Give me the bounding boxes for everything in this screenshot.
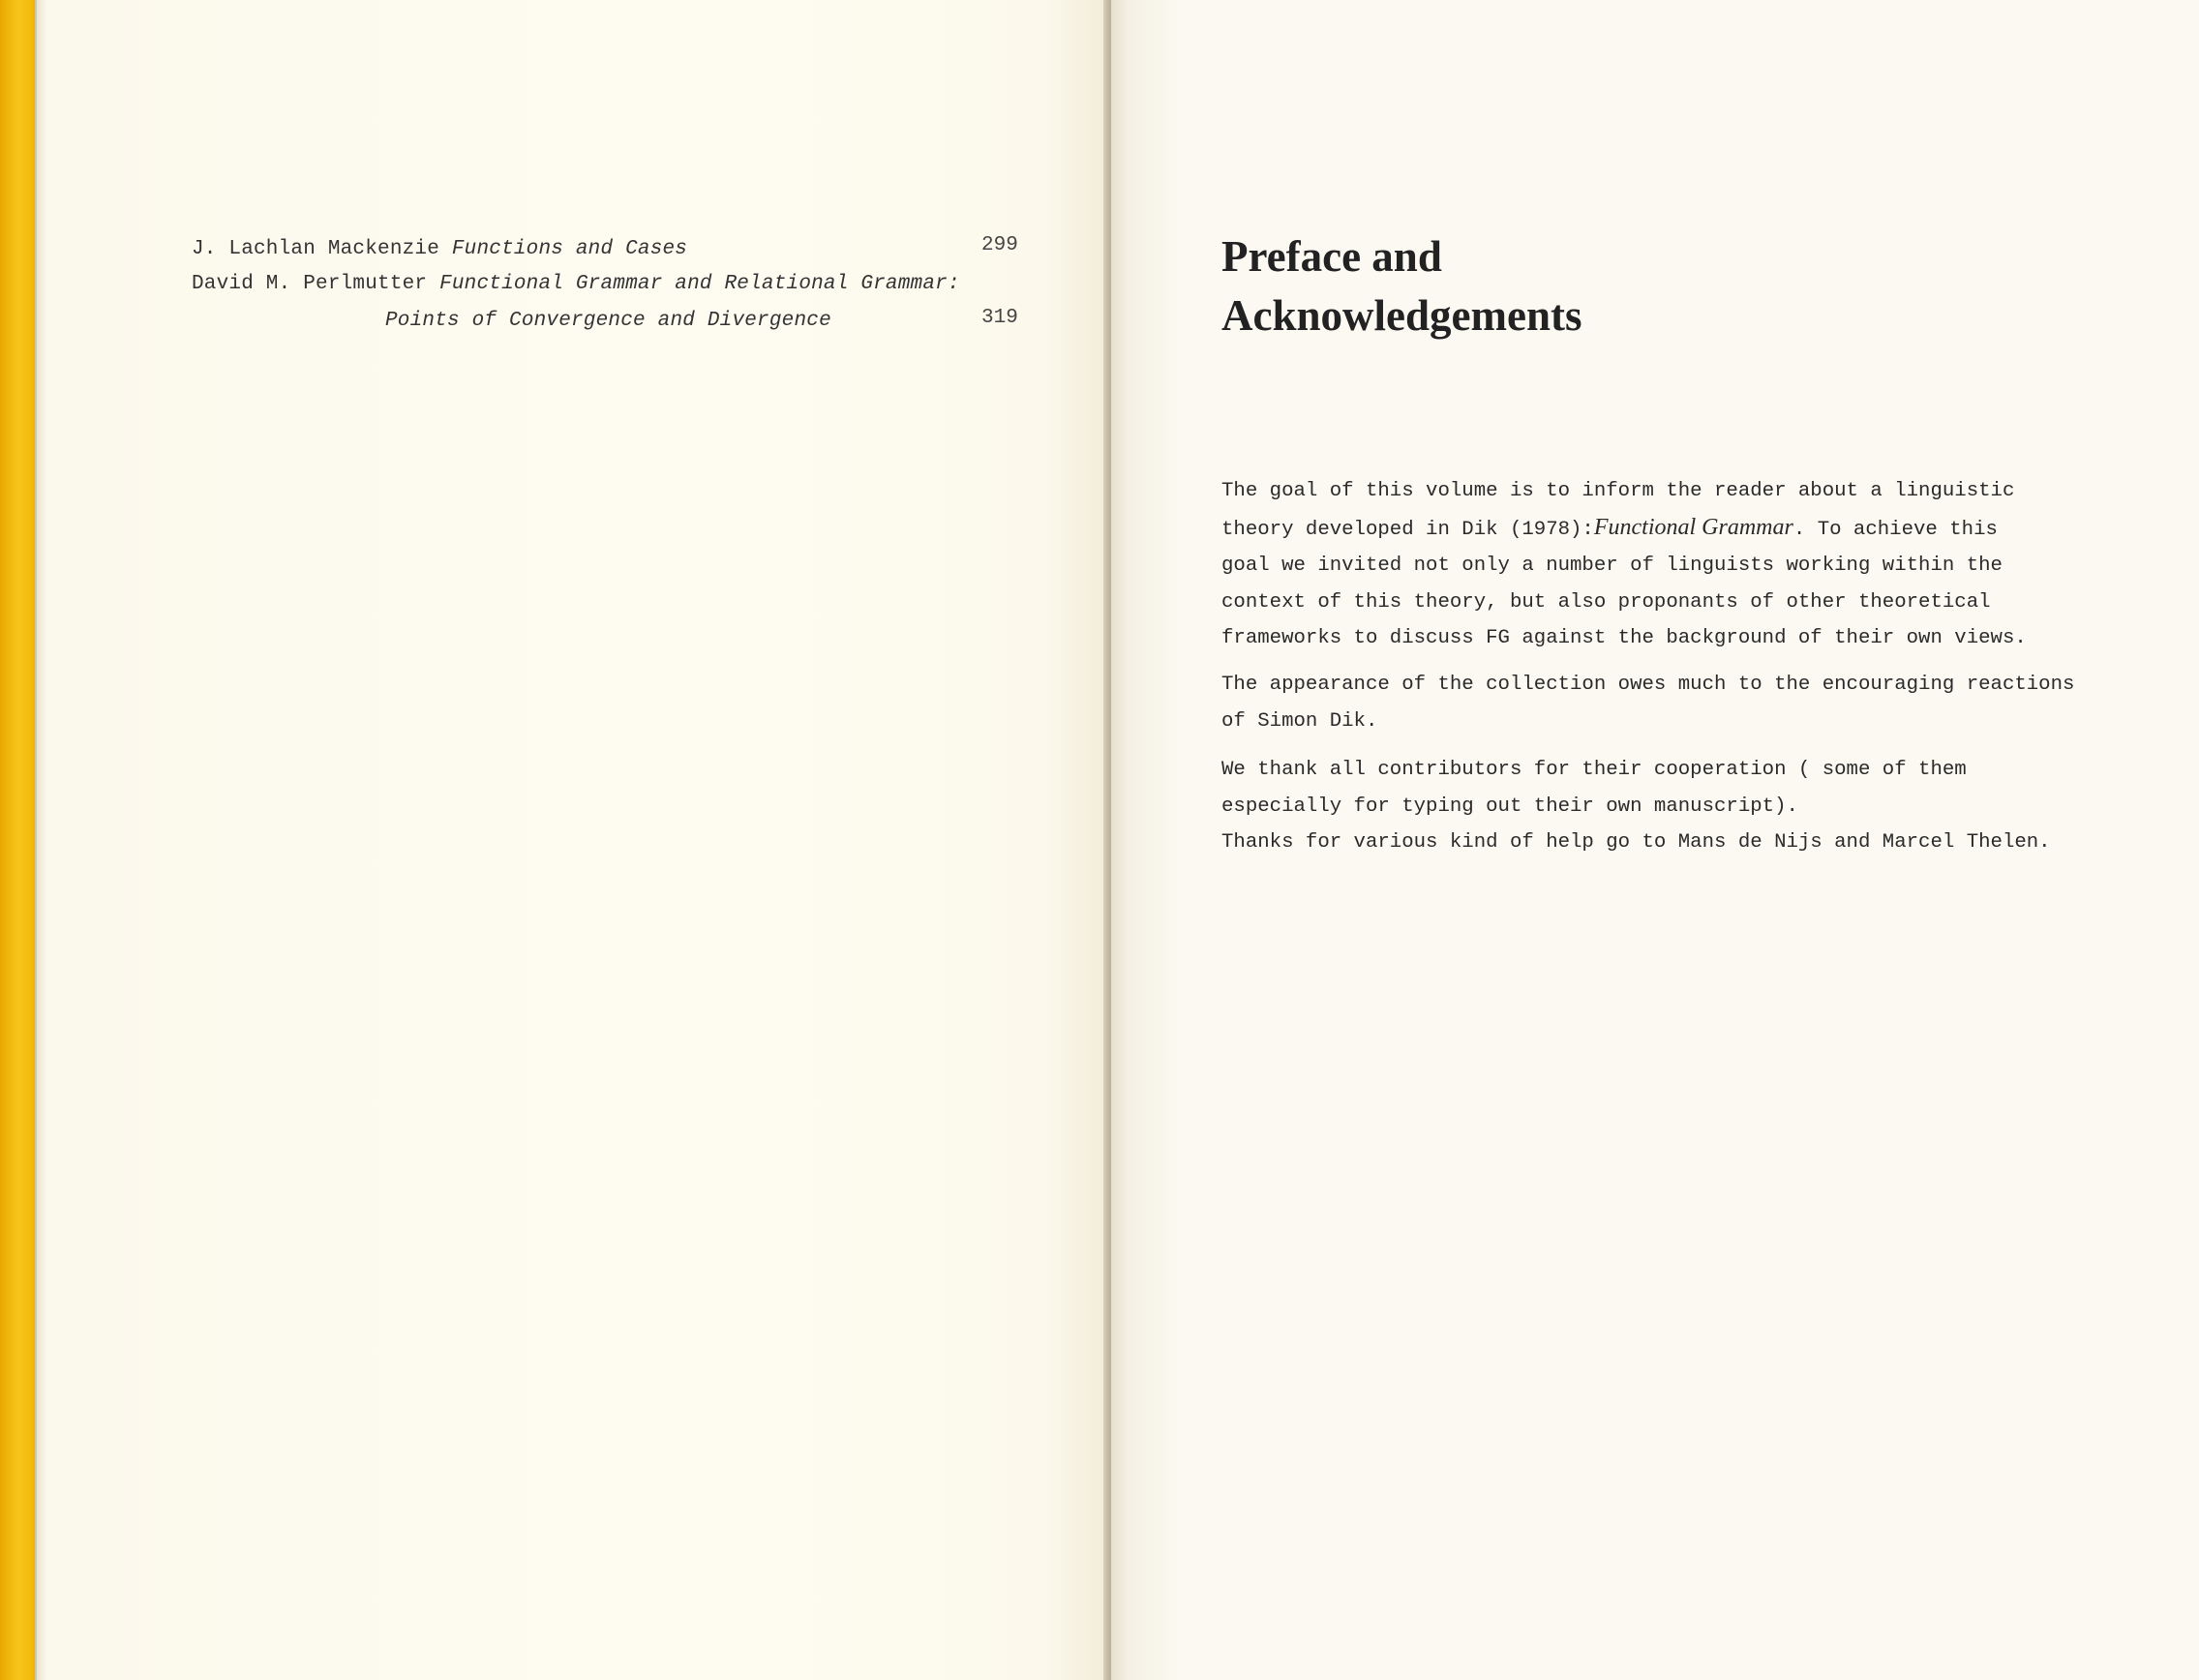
toc-title-continuation: Points of Convergence and Divergence bbox=[385, 310, 831, 332]
page-title-line2: Acknowledgements bbox=[1221, 290, 1582, 340]
preface-paragraph-3: We thank all contributors for their cooperation ( some of them especially for typing out their own manuscript). Thanks for various kind of help go to Mans de Nijs and Marcel Thelen. bbox=[1221, 759, 2051, 854]
left-page bbox=[35, 0, 1119, 1680]
toc-page-number: 319 bbox=[981, 307, 1018, 329]
toc-page-number: 299 bbox=[981, 234, 1018, 256]
page-title-line1: Preface and bbox=[1221, 232, 1442, 281]
toc-author: J. Lachlan Mackenzie bbox=[192, 238, 440, 260]
toc-title: Functional Grammar and Relational Grammar: bbox=[439, 273, 960, 295]
toc-entry-mackenzie bbox=[192, 238, 687, 260]
preface-paragraph-2: The appearance of the collection owes much to the encouraging reactions of Simon Dik. bbox=[1221, 674, 2075, 733]
toc-title: Functions and Cases bbox=[451, 238, 688, 260]
page-title bbox=[1221, 227, 1581, 345]
toc-author: David M. Perlmutter bbox=[192, 273, 428, 295]
book-title-reference: Functional Grammar bbox=[1593, 514, 1793, 540]
preface-paragraph-1: The goal of this volume is to inform the reader about a linguistic theory developed in Dik (1978):Functional Grammar. To achieve this goal we invited not only a number of linguists working within the context of this theory, but also proponants of other theoretical frameworks to discuss FG against the background of their own views. bbox=[1221, 480, 2027, 649]
right-page bbox=[1111, 0, 2199, 1680]
toc-entry-perlmutter bbox=[192, 273, 960, 295]
